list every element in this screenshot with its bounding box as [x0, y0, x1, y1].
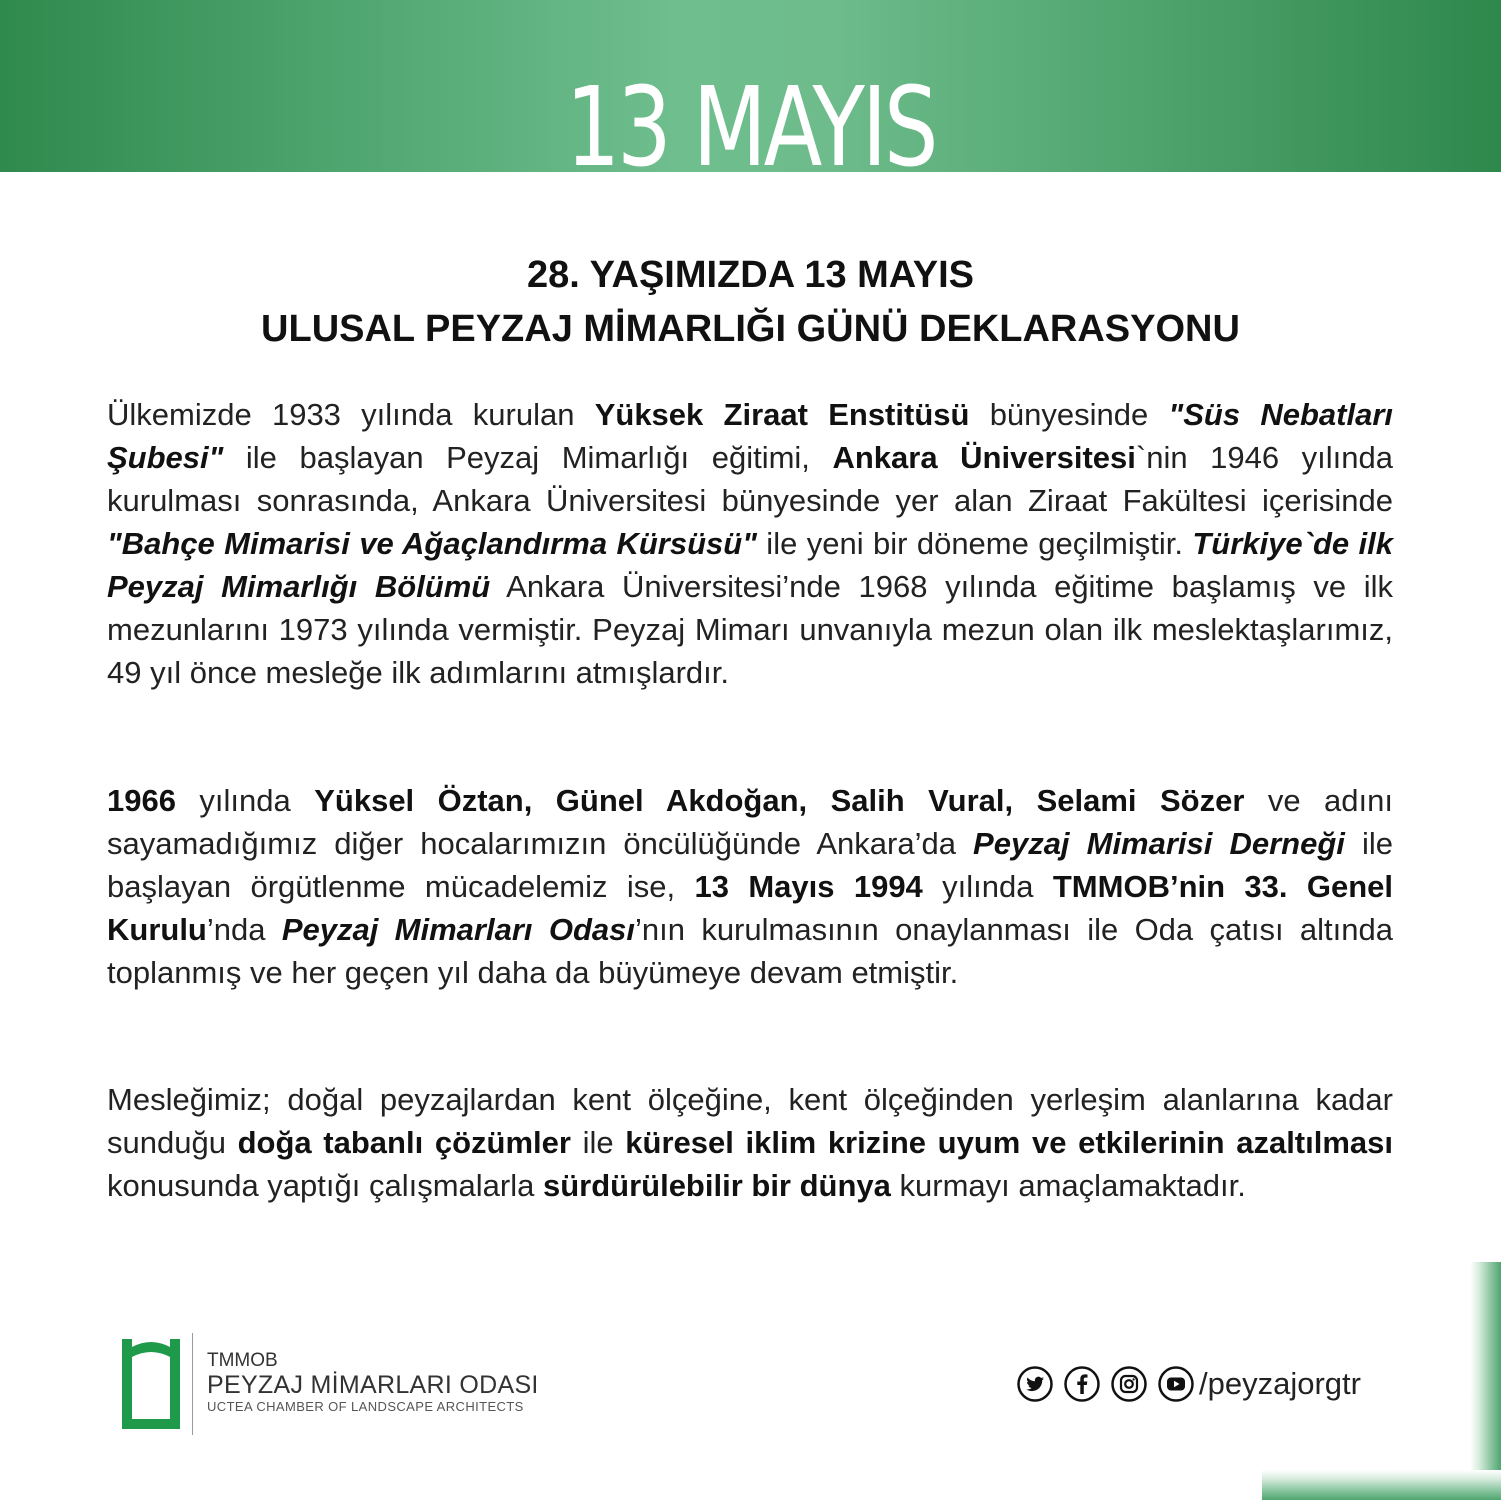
headline-line-1: 28. YAŞIMIZDA 13 MAYIS: [526, 254, 975, 296]
text-run: ile yeni bir döneme geçilmiştir.: [756, 526, 1193, 561]
text-run: Mesleğimiz; doğal peyzajlardan kent ölçeğine, kent ölçeğinden yerleşim alanlarına kadar sunduğu: [107, 1082, 1393, 1160]
logo-line-2: PEYZAJ MİMARLARI ODASI: [207, 1371, 539, 1399]
text-run: ’nın kurulmasının onaylanması ile Oda çatısı altında toplanmış ve her geçen yıl daha da büyümeye devam etmiştir.: [107, 912, 1393, 990]
emphasis-run: Peyzaj Mimarları Odası: [281, 912, 635, 947]
facebook-icon[interactable]: [1064, 1366, 1100, 1402]
text-run: ile başlayan Peyzaj Mimarlığı eğitimi,: [223, 440, 833, 475]
text-run: konusunda yaptığı çalışmalarla: [107, 1168, 543, 1203]
paragraph-text: [107, 393, 1393, 694]
emphasis-run: "Süs Nebatları Şubesi": [107, 397, 1393, 475]
emphasis-run: küresel iklim krizine uyum ve etkilerinin azaltılması: [625, 1125, 1394, 1160]
logo-shape: [122, 1339, 180, 1429]
emphasis-run: Yüksel Öztan, Günel Akdoğan, Salih Vural, Selami Sözer: [314, 783, 1245, 818]
header-banner: [0, 0, 1501, 172]
text-run: ’nda: [206, 912, 282, 947]
social-handle[interactable]: /peyzajorgtr: [1199, 1366, 1361, 1401]
twitter-icon[interactable]: [1017, 1366, 1053, 1402]
emphasis-run: "Bahçe Mimarisi ve Ağaçlandırma Kürsüsü": [107, 526, 757, 561]
instagram-icon[interactable]: [1111, 1366, 1147, 1402]
text-run: bünyesinde: [969, 397, 1169, 432]
text-run: ile başlayan örgütlenme mücadelemiz ise,: [107, 826, 1393, 904]
text-run: ile: [570, 1125, 626, 1160]
text-run: yılında: [175, 783, 315, 818]
logo-divider: [192, 1333, 193, 1435]
text-run: yılında: [922, 869, 1053, 904]
declaration-headline: [0, 248, 1501, 356]
text-run: ve adını sayamadığımız diğer hocalarımızın öncülüğünde Ankara’da: [107, 783, 1393, 861]
emphasis-run: Yüksek Ziraat Enstitüsü: [594, 397, 970, 432]
paragraph-history: [107, 393, 1393, 694]
headline-line-2: ULUSAL PEYZAJ MİMARLIĞI GÜNÜ DEKLARASYONU: [261, 308, 1240, 350]
youtube-icon[interactable]: [1158, 1366, 1194, 1402]
text-run: `nin 1946 yılında kurulması sonrasında, Ankara Üniversitesi bünyesinde yer alan Ziraat Fakültesi içerisinde: [107, 440, 1393, 518]
emphasis-run: 13 Mayıs 1994: [694, 869, 923, 904]
paragraph-organization: [107, 779, 1393, 994]
emphasis-run: Ankara Üniversitesi: [832, 440, 1136, 475]
logo-line-3: UCTEA CHAMBER OF LANDSCAPE ARCHITECTS: [207, 1399, 524, 1414]
logo-text: [207, 1351, 539, 1415]
corner-accent-horizontal: [1262, 1470, 1501, 1500]
text-run: Ankara Üniversitesi’nde 1968 yılında eğitime başlamış ve ilk mezunlarını 1973 yılında vermiştir. Peyzaj Mimarı unvanıyla mezun olan ilk meslektaşlarımız, 49 yıl önce mesleğe ilk adımlarını atmışlardır.: [107, 569, 1393, 690]
text-run: kurmayı amaçlamaktadır.: [890, 1168, 1246, 1203]
banner-title: 13 MAYIS: [565, 63, 936, 172]
emphasis-run: sürdürülebilir bir dünya: [542, 1168, 891, 1203]
paragraph-text: [107, 779, 1393, 994]
emphasis-run: 1966: [107, 783, 176, 818]
paragraph-text: [107, 1078, 1393, 1207]
emphasis-run: Peyzaj Mimarisi Derneği: [973, 826, 1345, 861]
book-logo-icon: [122, 1339, 180, 1429]
emphasis-run: doğa tabanlı çözümler: [237, 1125, 571, 1160]
paragraph-mission: [107, 1078, 1393, 1207]
corner-accent-vertical: [1470, 1262, 1501, 1500]
text-run: Ülkemizde 1933 yılında kurulan: [107, 397, 595, 432]
logo-line-1: TMMOB: [207, 1350, 278, 1371]
social-links: [1017, 1364, 1361, 1404]
chamber-logo: [122, 1333, 562, 1435]
emphasis-run: Türkiye`de ilk Peyzaj Mimarlığı Bölümü: [107, 526, 1393, 604]
emphasis-run: TMMOB’nin 33. Genel Kurulu: [107, 869, 1394, 947]
